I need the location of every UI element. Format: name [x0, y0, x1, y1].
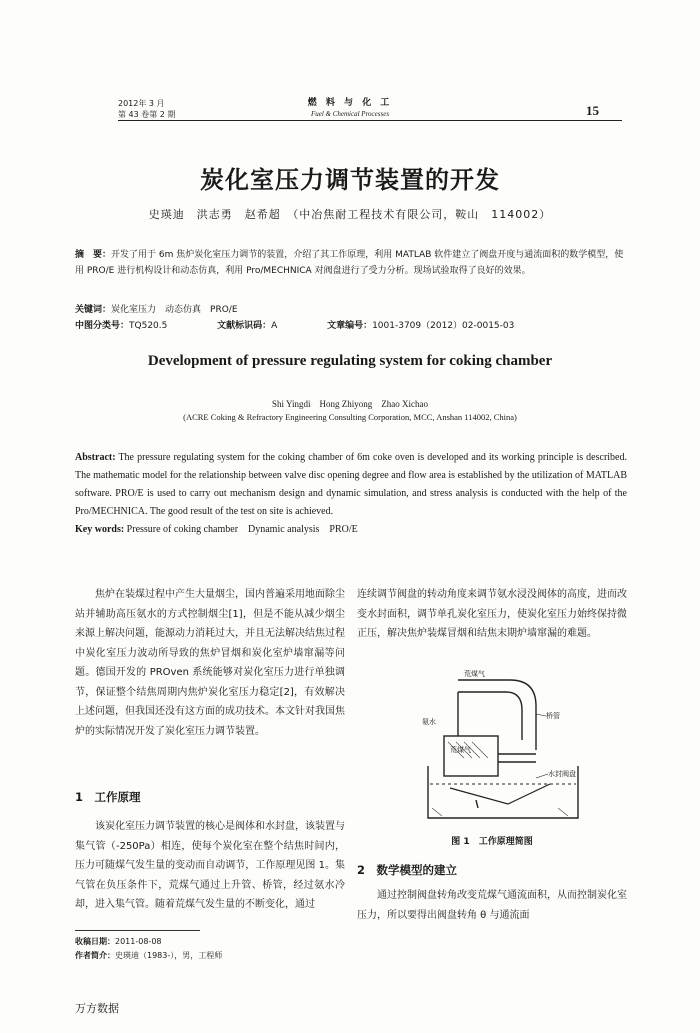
figure-caption: 图 1 工作原理简图 — [451, 837, 533, 847]
header-rule — [118, 120, 622, 121]
abstract-en-text: The pressure regulating system for the coking chamber of 6m coke oven is developed and its working principle is described. The mathematic model for the relationship between valve disc opening degree and flow area is established by the utilization of MATLAB software. PRO/E is used to carry out mechanism design and dynamic simulation, and stress analysis is conducted with the help of the Pro/MECHNICA. The good result of the test on site is achieved. — [75, 452, 627, 517]
section-1-paragraph — [75, 817, 345, 915]
keywords-en-label: Key words: — [75, 524, 125, 535]
clc-label: 中图分类号： — [75, 321, 130, 331]
valve-body — [444, 736, 498, 776]
received-value: 2011-08-08 — [115, 937, 162, 946]
section-2-text: 通过控制阀盘转角改变荒煤气通流面积，从而控制炭化室压力，所以要得出阀盘转角 θ 与通流面 — [357, 890, 627, 921]
journal-name-cn: 燃 料 与 化 工 — [307, 98, 393, 108]
section-1-text: 该炭化室压力调节装置的核心是阀体和水封盘，该装置与集气管（-250Pa）相连，使每个炭化室在整个结焦时间内，压力可随煤气发生量的变动而自动调节，工作原理见图 1。集气管在负压条件下，荒煤气通过上升管、桥管，经过氨水冷却，进入集气管。随着荒煤气发生量的不断变化，通过 — [75, 821, 345, 910]
label-ammonia: 氨水 — [422, 718, 436, 726]
author-bio-label: 作者简介： — [75, 951, 115, 960]
section-2-heading: 2 数学模型的建立 — [357, 863, 458, 877]
article-no-value: 1001-3709（2012）02-0015-03 — [372, 321, 515, 331]
intro-paragraph-right — [357, 585, 627, 644]
ascension-pipe — [458, 680, 536, 718]
abstract-en-label: Abstract: — [75, 452, 116, 463]
working-principle-figure — [418, 658, 590, 828]
received-label: 收稿日期： — [75, 937, 115, 946]
clc-value: TQ520.5 — [129, 321, 168, 331]
author-bio-value: 史瑛迪（1983-），男，工程师 — [115, 951, 223, 960]
abstract-cn — [75, 247, 625, 279]
received-date — [75, 936, 375, 947]
label-bridge-pipe: 桥管 — [546, 712, 560, 720]
authors-cn: 史瑛迪 洪志勇 赵希超 （中冶焦耐工程技术有限公司，鞍山 114002） — [148, 208, 552, 221]
keywords-cn-label: 关键词： — [75, 305, 112, 315]
intro-text-left: 焦炉在装煤过程中产生大量烟尘，国内普遍采用地面除尘站并辅助高压氨水的方式控制烟尘[1]，但是不能从减少烟尘来源上解决问题，能源动力消耗过大，并且无法解决结焦过程中炭化室压力波动所导致的焦炉冒烟和炭化室炉墙窜漏等问题。德国开发的 PROven 系统能够对炭化室压力进行单独调节，保证整个结焦周期内焦炉炭化室压力稳定[2]，有效解决上述问题，但我国还没有这方面的成功技术。本文针对我国焦炉的实际情况开发了炭化室压力调节装置。 — [75, 589, 345, 737]
paper-title-cn: 炭化室压力调节装置的开发 — [200, 166, 500, 194]
classification-line — [75, 318, 625, 331]
keywords-cn — [75, 302, 625, 315]
authors-en: Shi Yingdi Hong Zhiyong Zhao Xichao — [272, 399, 428, 409]
article-no-label: 文章编号： — [327, 321, 373, 331]
intro-text-right: 连续调节阀盘的转动角度来调节氨水浸没阀体的高度，进而改变水封面积，调节单孔炭化室压力，使炭化室压力始终保持微正压，解决焦炉装煤冒烟和结焦末期炉墙窜漏的难题。 — [357, 589, 627, 639]
abstract-cn-text: 开发了用于 6m 焦炉炭化室压力调节的装置，介绍了其工作原理，利用 MATLAB 软件建立了阀盘开度与通流面积的数学模型，使用 PRO/E 进行机构设计和动态仿真，利用 Pro/MECHNICA 对阀盘进行了受力分析。现场试验取得了良好的效果。 — [75, 250, 624, 276]
header-date: 2012年 3 月 — [118, 99, 165, 108]
abstract-en — [75, 449, 627, 539]
footnote-rule — [75, 930, 200, 931]
section-2-paragraph — [357, 886, 627, 925]
intro-paragraph-left — [75, 585, 345, 741]
abstract-cn-label: 摘 要： — [75, 250, 112, 260]
label-water-seal-disc: 水封阀盘 — [548, 770, 576, 778]
doc-code-label: 文献标识码： — [217, 321, 272, 331]
keywords-cn-text: 炭化室压力 动态仿真 PRO/E — [111, 305, 238, 315]
water-seal-disc — [450, 784, 550, 804]
doc-code-value: A — [271, 321, 278, 331]
wanfang-watermark: 万方数据 — [75, 1002, 119, 1015]
journal-name-en: Fuel & Chemical Processes — [310, 110, 390, 118]
page-number: 15 — [586, 103, 599, 118]
section-1-heading: 1 工作原理 — [75, 790, 141, 804]
label-raw-gas-2: 荒煤气 — [450, 746, 471, 754]
header-volume: 第 43 卷第 2 期 — [118, 110, 176, 119]
paper-title-en: Development of pressure regulating system for coking chamber — [147, 353, 553, 369]
keywords-en-text: Pressure of coking chamber Dynamic analysis PRO/E — [126, 524, 358, 535]
author-bio — [75, 950, 375, 961]
label-raw-gas: 荒煤气 — [464, 670, 485, 678]
affiliation-en: (ACRE Coking & Refractory Engineering Consulting Corporation, MCC, Anshan 114002, China) — [183, 412, 517, 422]
